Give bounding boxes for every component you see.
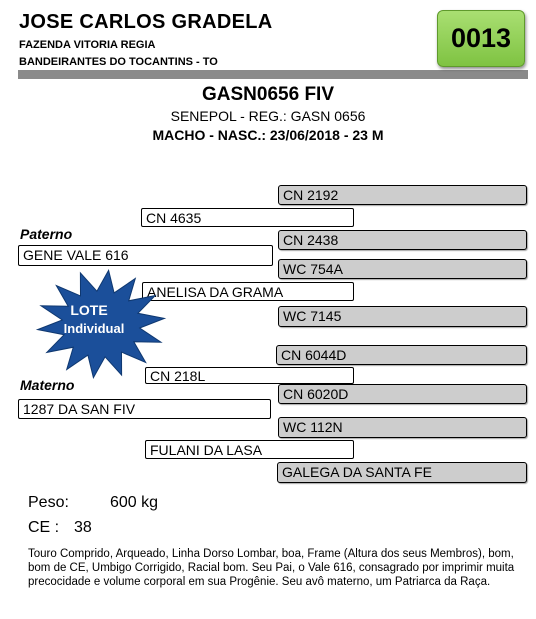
pedigree-dam-dam-dam: GALEGA DA SANTA FE: [277, 462, 527, 483]
farm-location: BANDEIRANTES DO TOCANTINS - TO: [19, 56, 218, 68]
pedigree-sire-dam: ANELISA DA GRAMA: [142, 282, 354, 301]
animal-id: GASN0656 FIV: [202, 84, 334, 105]
pedigree-dam: 1287 DA SAN FIV: [18, 399, 271, 419]
pedigree-sire-dam-dam: WC 7145: [278, 306, 527, 327]
pedigree-dam-dam: FULANI DA LASA: [145, 440, 354, 459]
animal-description: Touro Comprido, Arqueado, Linha Dorso Lombar, boa, Frame (Altura dos seus Membros), bom, bom de CE, Umbigo Corrigido, Racial bom. Seu Pai, o Vale 616, consagrado por imprimir muita precocidade e volume corporal em sua Progênie. Seu avô materno, um Patriarca da Raça.: [28, 548, 515, 588]
paternal-label: Paterno: [20, 226, 73, 242]
farm-name: FAZENDA VITORIA REGIA: [19, 39, 156, 51]
pedigree-dam-dam-sire: WC 112N: [278, 417, 527, 438]
sex-birthdate: MACHO - NASC.: 23/06/2018 - 23 M: [152, 127, 384, 143]
pedigree-sire-sire-dam: CN 2438: [278, 230, 527, 250]
pedigree-sire: GENE VALE 616: [18, 245, 273, 266]
pedigree-sire-dam-sire: WC 754A: [278, 259, 527, 279]
starburst-line-2: Individual: [63, 321, 125, 336]
lot-number-badge: 0013: [437, 10, 525, 67]
owner-name: JOSE CARLOS GRADELA: [19, 11, 273, 33]
pedigree-sire-sire: CN 4635: [141, 208, 354, 227]
pedigree-sire-sire-sire: CN 2192: [278, 185, 527, 205]
pedigree-dam-sire: CN 218L: [145, 367, 354, 384]
pedigree-dam-sire-dam: CN 6020D: [278, 384, 527, 404]
weight-value: 600 kg: [110, 494, 159, 511]
pedigree-dam-sire-sire: CN 6044D: [276, 345, 527, 365]
starburst-line-1: LOTE: [70, 302, 108, 318]
breed-registration: SENEPOL - REG.: GASN 0656: [170, 108, 366, 124]
weight-label: Peso:: [28, 494, 69, 511]
maternal-label: Materno: [20, 377, 75, 393]
ce-label: CE :: [28, 519, 60, 536]
header-divider: [18, 70, 528, 79]
ce-value: 38: [74, 519, 92, 536]
